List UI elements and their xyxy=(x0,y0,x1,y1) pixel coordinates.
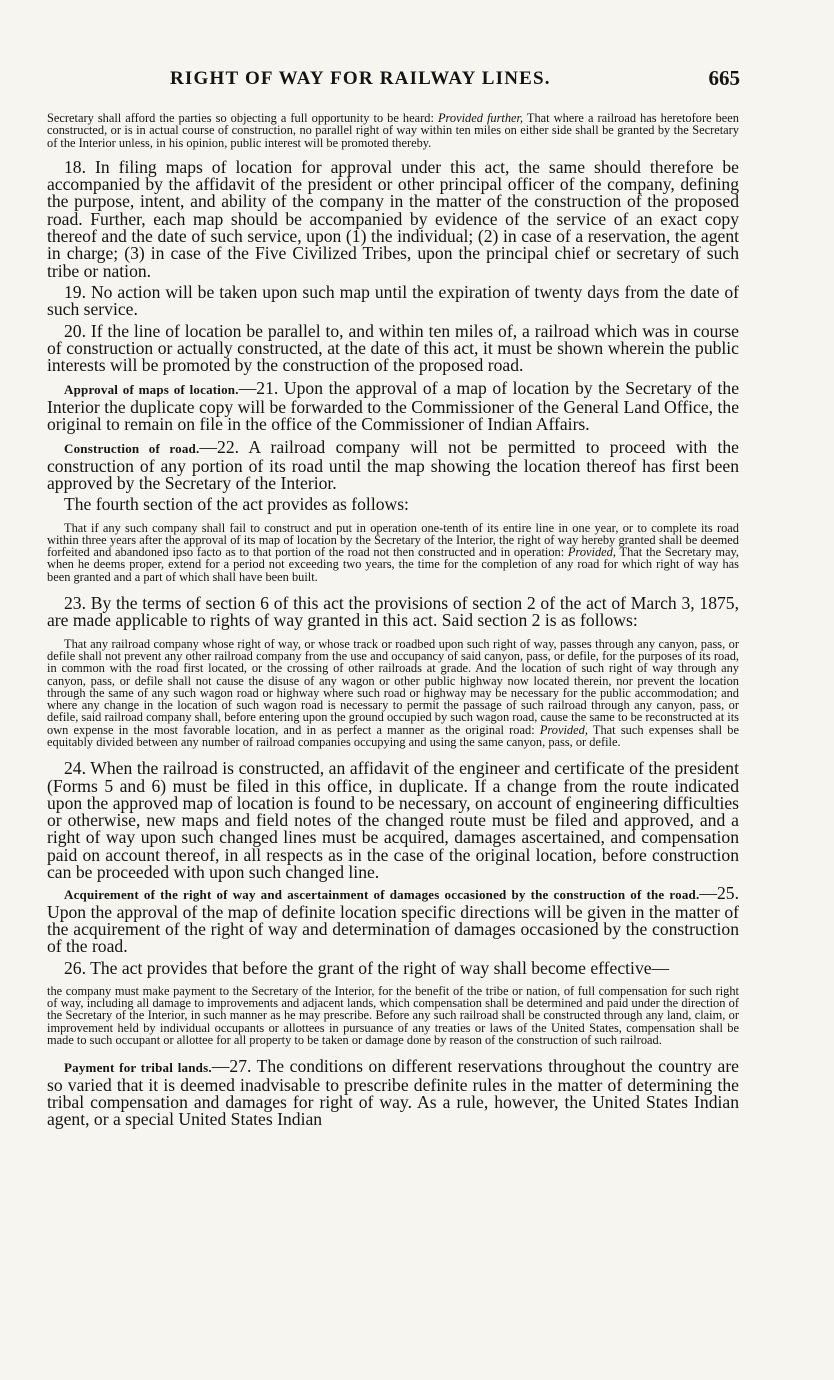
paragraph-26: 26. The act provides that before the grant of the right of way shall become effective— xyxy=(64,957,670,978)
paragraph-23: 23. By the terms of section 6 of this act the provisions of section 2 of the act of March 3, 1875, are made applicable to rights of way granted in this act. Said section 2 is as follows: xyxy=(47,593,739,631)
text-run: That such expenses shall be equitably divided between any number of railroad companies occupying and using the same canyon, pass, or defile. xyxy=(47,722,739,749)
text-run: —25. Upon the approval of the map of definite location specific directions will be given in the matter of the acquirement of the right of way and determination of damages occasioned by the construction of the road. xyxy=(47,883,739,957)
paragraph-25 xyxy=(47,885,739,955)
quoted-section-2 xyxy=(47,638,739,749)
text-run: That where a railroad has heretofore been constructed, or is in actual course of construction, no parallel right of way within ten miles on either side shall be granted by the Secretary of the Interior unless, in his opinion, public interest will be promoted thereby. xyxy=(47,111,740,150)
side-heading: Approval of maps of location. xyxy=(64,382,239,398)
quoted-section-4 xyxy=(47,522,739,583)
paragraph-19: 19. No action will be taken upon such map until the expiration of twenty days from the date of such service. xyxy=(47,281,739,320)
paragraph-24: 24. When the railroad is constructed, an affidavit of the engineer and certificate of the president (Forms 5 and 6) must be filed in this office, in duplicate. If a change from the route indicated upon the approved map of location is found to be necessary, on account of engineering difficulties or otherwise, new maps and field notes of the changed route must be filed and approved, and a right of way upon such changed lines must be acquired, damages ascertained, and compensation paid on account thereof, in all respects as in the case of the original location, before construction can be proceeded with upon such changed line. xyxy=(47,758,739,883)
text-run: That any railroad company whose right of way, or whose track or roadbed upon such right of way, passes through any canyon, pass, or defile shall not prevent any other railroad company from the use and occupancy of said canyon, pass, or defile, for the purposes of its road, in common with the road first located, or the crossing of other railroads at grade. And the location of such right of way through any canyon, pass, or defile shall not cause the disuse of any wagon or other public highway now located therein, nor prevent the location through the same of any such wagon road or highway where such road or highway may be necessary for the public accommodation; and where any change in the location of such wagon road is necessary to permit the passage of such railroad through any canyon, pass, or defile, said railroad company shall, before entering upon the ground occupied by such wagon road, cause the same to be reconstructed at its own expense in the most favorable location, and in as perfect a manner as the original road: xyxy=(47,636,739,737)
italic-proviso: Provided, xyxy=(567,545,616,560)
running-title: RIGHT OF WAY FOR RAILWAY LINES. xyxy=(170,68,551,89)
paragraph-20: 20. If the line of location be parallel to, and within ten miles of, a railroad which was in course of construction or actually constructed, at the date of this act, it must be shown wherein the public interests will be promoted by the construction of the proposed road. xyxy=(47,320,739,376)
text-run: That the Secretary may, when he deems proper, extend for a period not exceeding two years, the time for the completion of any road for which right of way has been granted and a part of which shall have been built. xyxy=(47,545,739,584)
side-heading: Acquirement of the right of way and ascertainment of damages occasioned by the construction of the road. xyxy=(64,887,700,903)
side-heading: Payment for tribal lands. xyxy=(64,1060,212,1076)
italic-proviso: Provided, xyxy=(539,722,588,737)
text-run: That if any such company shall fail to construct and put in operation one-tenth of its entire line in one year, or to complete its road within three years after the approval of its map of location by the Secretary of the Interior, the right of way hereby granted shall be deemed forfeited and abandoned ipso facto as to that portion of the road not then constructed and in operation: xyxy=(47,520,739,560)
paragraph-22-intro: The fourth section of the act provides as follows: xyxy=(64,494,409,515)
italic-proviso: Provided further, xyxy=(437,111,524,125)
text-run: Secretary shall afford the parties so objecting a full opportunity to be heard: xyxy=(47,111,438,125)
page-number: 665 xyxy=(708,66,740,90)
continued-paragraph xyxy=(47,112,739,149)
text-run: —22. A railroad company will not be permitted to proceed with the construction of any portion of its road until the map showing the location thereof has first been approved by the Secretary of the Interior. xyxy=(47,437,739,493)
side-heading: Construction of road. xyxy=(64,441,200,457)
paragraph-18: 18. In filing maps of location for approval under this act, the same should therefore be accompanied by the affidavit of the president or other principal officer of the company, defining the purpose, intent, and ability of the company in the matter of the construction of the proposed road. Further, each map should be accompanied by evidence of the service of an exact copy thereof and the date of such service, upon (1) the individual; (2) in case of a reservation, the agent in charge; (3) in case of the Five Civilized Tribes, upon the principal chief or secretary of such tribe or nation. xyxy=(47,156,739,281)
page-body xyxy=(47,112,739,1129)
quoted-compensation-clause: the company must make payment to the Secretary of the Interior, for the benefit of the tribe or nation, of full compensation for such right of way, including all damage to improvements and adjacent lands, which compensation shall be determined and paid under the direction of the Secretary of the Interior, in such manner as he may prescribe. Before any such railroad shall be constructed through any land, claim, or improvement held by individual occupants or allottees in pursuance of any treaties or laws of the United States, compensation shall be made to such occupant or allottee for all property to be taken or damage done by reason of the construction of such railroad. xyxy=(47,983,739,1048)
paragraph-22 xyxy=(47,439,739,492)
text-run: —27. The conditions on different reservations throughout the country are so varied that it is deemed inadvisable to prescribe definite rules in the matter of determining the tribal compensation and damages for right of way. As a rule, however, the United States Indian agent, or a special United States Indian xyxy=(47,1056,739,1130)
page-header xyxy=(170,66,740,96)
text-run: —21. Upon the approval of a map of location by the Secretary of the Interior the duplicate copy will be forwarded to the Commissioner of the General Land Office, the original to remain on file in the office of the Commissioner of Indian Affairs. xyxy=(47,378,740,435)
paragraph-27 xyxy=(47,1058,739,1128)
paragraph-21 xyxy=(47,380,739,433)
